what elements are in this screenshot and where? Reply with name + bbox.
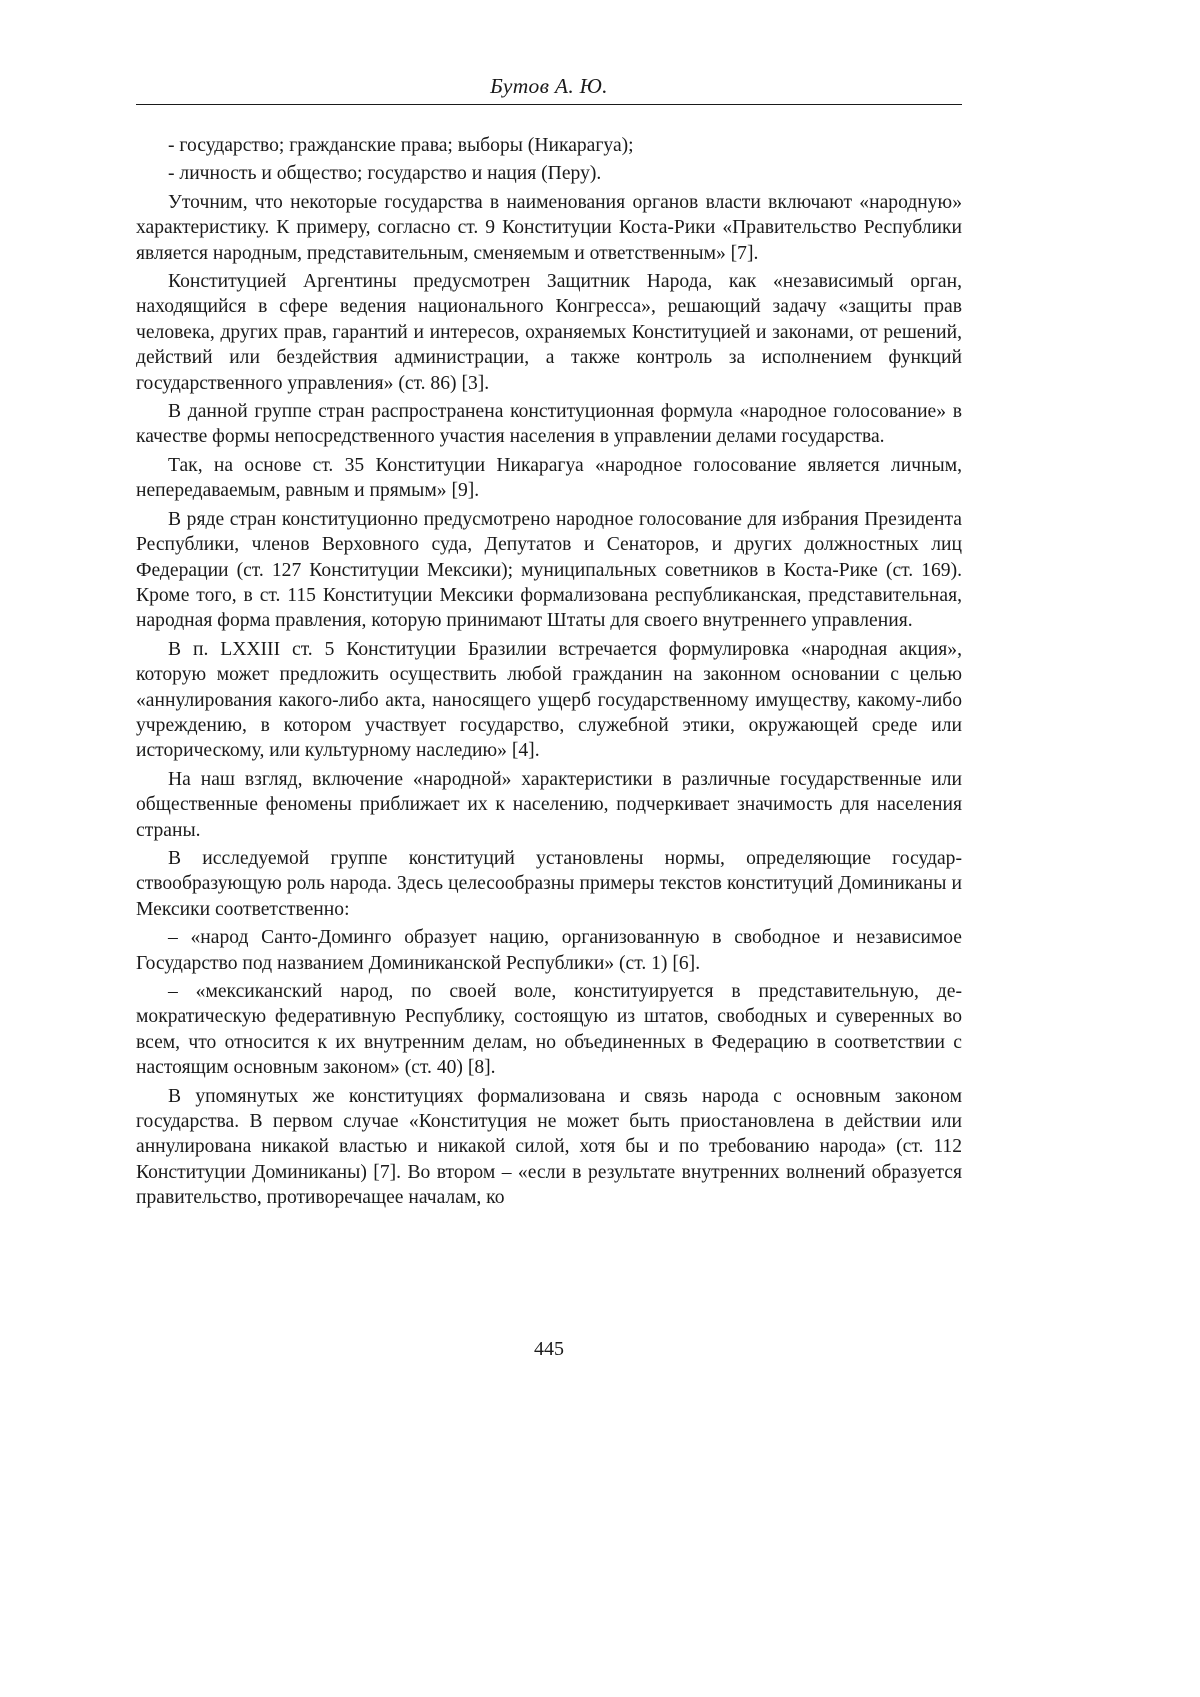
body-text xyxy=(136,133,962,1214)
paragraph-popular-vote: В данной группе стран распространена конституционная формула «народное голосование» в качестве формы непосредственного участия населения в управлении делами государства. xyxy=(136,401,962,448)
running-head-author: Бутов А. Ю. xyxy=(490,74,608,98)
document-page xyxy=(136,0,962,1697)
paragraph-opinion: На наш взгляд, включение «народной» характеристики в различные государственные или общественные феномены приближает их к населению, подчеркивает значимость для населения страны. xyxy=(136,768,962,841)
quote-mexican: – «мексиканский народ, по своей воле, конституируется в представительную, демократическую федеративную Республику, состоящую из штатов, свободных и суверенных во всем, что относится к их внутренним делам, но объединенных в Федерацию в соответствии с настоящим основным законом» (ст. 40) [8]. xyxy=(136,981,962,1079)
paragraph-nicaragua-art35: Так, на основе ст. 35 Конституции Никарагуа «народное голосование является личным, непередаваемым, равным и прямым» [9]. xyxy=(136,454,962,502)
paragraph-costa-rica: Уточним, что некоторые государства в наименования органов власти включают «народную» характеристику. К примеру, согласно ст. 9 Конституции Коста-Рики «Правительство Республики является народным, представительным, сменяемым и ответственным» [7]. xyxy=(136,191,962,264)
paragraph-state-forming: В исследуемой группе конституций установлены нормы, определяющие государствообразующую роль народа. Здесь целесообразны примеры текстов конституций Доминиканы и Мексики соответственно: xyxy=(136,847,962,920)
paragraph-constitution-link: В упомянутых же конституциях формализована и связь народа с основным законом государства. В первом случае «Конституция не может быть приостановлена в действии или аннулирована никакой властью и никакой силой, хотя бы и по требованию народа» (ст. 112 Конституции Доминиканы) [7]. Во втором – «если в результате внутренних волнений образуется правительство, противоречащее началам, ко xyxy=(136,1085,962,1209)
page-number: 445 xyxy=(534,1338,564,1360)
paragraph-elections: В ряде стран конституционно предусмотрено народное голосование для избрания Президента Республики, членов Верховного суда, Депутатов и Сенаторов, и других должностных лиц Федерации (ст. 127 Конституции Мексики); муниципальных советников в Коста-Рике (ст. 169). Кроме того, в ст. 115 Конституции Мексики формализована республиканская, представительная, народная форма правления, которую принимают Штаты для своего внутреннего управления. xyxy=(136,508,962,632)
paragraph-argentina: Конституцией Аргентины предусмотрен Защитник Народа, как «независимый орган, находящийся в сфере ведения национального Конгресса», решающий задачу «защиты прав человека, других прав, гарантий и интересов, охраняемых Конституцией и законами, от решений, действий или бездействия администрации, а также контроль за исполнением функций государственного управления» (ст. 86) [3]. xyxy=(136,271,962,394)
list-item-nicaragua: - государство; гражданские права; выборы (Никарагуа); xyxy=(168,135,634,156)
header-rule xyxy=(136,104,962,105)
list-item-peru: - личность и общество; государство и нация (Перу). xyxy=(168,163,602,185)
paragraph-brazil: В п. LXXIII ст. 5 Конституции Бразилии встречается формулировка «народная акция», которую может предложить осуществить любой гражданин на законном основании с целью «аннулирования какого-либо акта, наносящего ущерб государственному имуществу, какому-либо учреждению, в котором участвует государство, служебной этики, окружающей среде или историческому, или культурному наследию» [4]. xyxy=(136,638,962,762)
quote-dominican: – «народ Санто-Доминго образует нацию, организованную в свободное и независимое Государство под названием Доминиканской Республики» (ст. 1) [6]. xyxy=(136,927,962,974)
